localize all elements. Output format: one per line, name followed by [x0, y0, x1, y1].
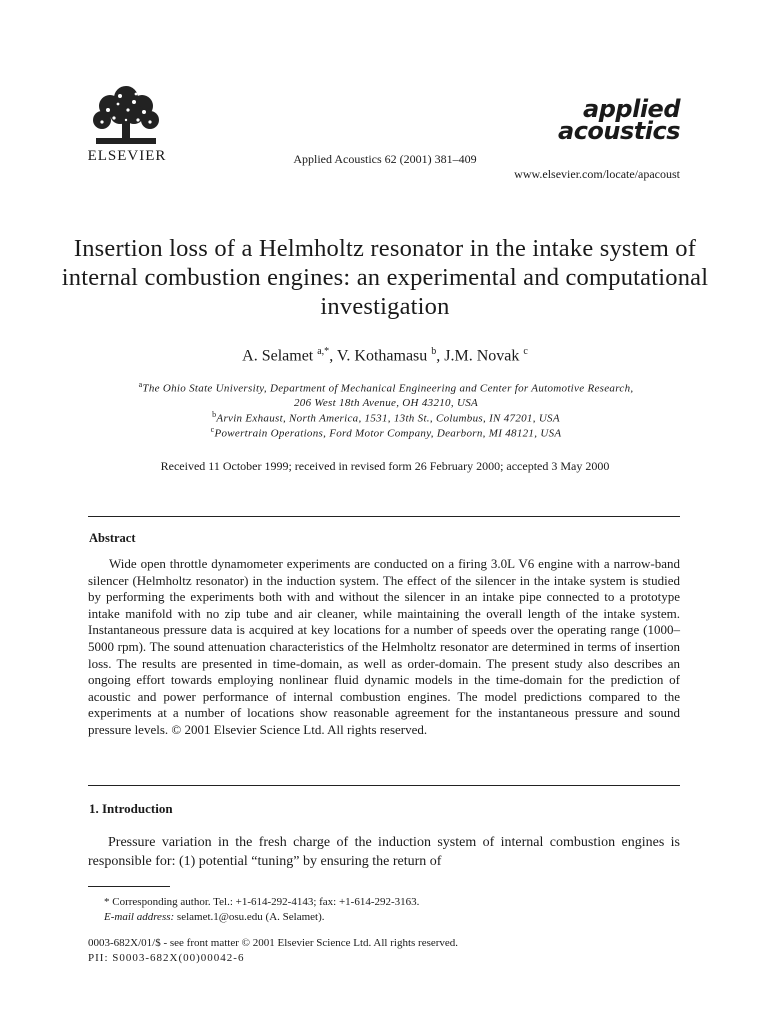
introduction-text: Pressure variation in the fresh charge of the induction system of internal combustion engines is responsible for: (1) potential “tuning” by ensuring the return of [88, 835, 680, 869]
affiliation-line: Powertrain Operations, Ford Motor Company, Dearborn, MI 48121, USA [214, 427, 562, 440]
elsevier-tree-logo-icon [90, 84, 162, 146]
article-title: Insertion loss of a Helmholtz resonator in the intake system of internal combustion engines: an experimental and computational investigation [61, 235, 709, 320]
author-name: V. Kothamasu [336, 347, 428, 365]
section-heading-introduction: 1. Introduction [89, 801, 173, 816]
affiliation-a [86, 378, 686, 410]
pii-identifier: PII: S0003-682X(00)00042-6 [88, 952, 245, 964]
journal-brand-line2: acoustics [558, 117, 680, 145]
affiliation-c [86, 423, 686, 441]
author-affiliation-mark[interactable]: b [431, 346, 437, 357]
author-name: J.M. Novak [444, 347, 520, 365]
author-separator: , [436, 347, 445, 365]
footnote-divider [88, 886, 170, 887]
abstract-body [88, 556, 680, 739]
divider [88, 516, 680, 517]
author-name: A. Selamet [242, 347, 314, 365]
affiliation-mark: a [138, 380, 143, 389]
abstract-text: Wide open throttle dynamometer experiments are conducted on a firing 3.0L V6 engine with a narrow-band silencer (Helmholtz resonator) in the induction system. The effect of the silencer in the intake system is studied by performing the experiments both with and without the silencer in an intake pipe connected to a prototype intake manifold with no zip tube and air cleaner, while maintaining the overall length of the intake system. Instantaneous pressure data is acquired at key locations for a number of speeds over the operating range (1000–5000 rpm). The sound attenuation characteristics of the Helmholtz resonator are determined in terms of insertion loss. The results are presented in time-domain, as well as order-domain. The present study also describes an ongoing effort towards employing nonlinear fluid dynamic models in the time-domain for the prediction of acoustic and power performance of internal combustion engines. The model predictions compared to the experiments at a number of locations show reasonable agreement for the instantaneous pressure and sound pressure levels. © 2001 Elsevier Science Ltd. All rights reserved. [88, 556, 680, 737]
divider [88, 785, 680, 786]
publisher-wordmark: ELSEVIER [87, 148, 167, 164]
abstract-heading: Abstract [89, 531, 136, 545]
affiliation-line: Arvin Exhaust, North America, 1531, 13th St., Columbus, IN 47201, USA [216, 412, 560, 425]
front-matter-note: 0003-682X/01/$ - see front matter © 2001 Elsevier Science Ltd. All rights reserved. [88, 937, 459, 949]
introduction-body [88, 833, 680, 871]
email-label: E-mail address: [104, 911, 175, 923]
author-list [60, 346, 710, 365]
affiliation-mark: b [212, 410, 217, 419]
email-note [104, 910, 325, 924]
journal-url[interactable]: www.elsevier.com/locate/apacoust [514, 167, 680, 181]
email-address[interactable]: selamet.1@osu.edu (A. Selamet). [174, 911, 325, 923]
corresponding-author-note: * Corresponding author. Tel.: +1-614-292-4143; fax: +1-614-292-3163. [104, 896, 420, 908]
affiliation-mark: c [210, 425, 215, 434]
author-affiliation-mark[interactable]: a,* [317, 346, 330, 357]
author-separator: , [329, 347, 337, 365]
journal-reference: Applied Acoustics 62 (2001) 381–409 [293, 152, 477, 166]
journal-brand-line1: applied [583, 95, 680, 123]
affiliation-line: The Ohio State University, Department of Mechanical Engineering and Center for Automotive Research, [142, 382, 634, 395]
journal-brand [550, 95, 680, 145]
author-affiliation-mark[interactable]: c [523, 346, 528, 357]
affiliation-line: 206 West 18th Avenue, OH 43210, USA [293, 396, 479, 409]
received-dates: Received 11 October 1999; received in revised form 26 February 2000; accepted 3 May 2000 [160, 459, 610, 473]
